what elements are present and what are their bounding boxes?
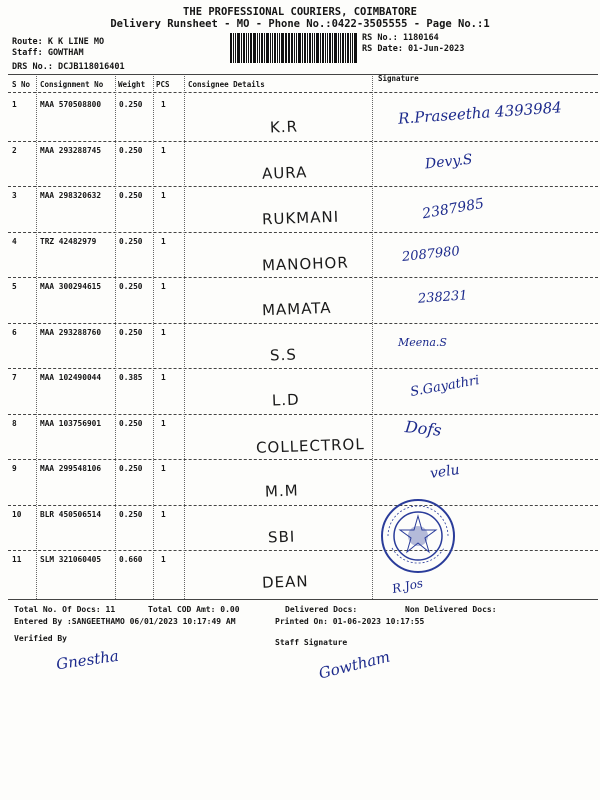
header-rule — [8, 92, 598, 93]
row-sno: 2 — [12, 145, 17, 155]
row-consignee-name: K.R — [269, 117, 299, 137]
row-divider — [8, 505, 598, 506]
row-weight: 0.250 — [119, 418, 143, 428]
seal-stamp-icon — [378, 496, 458, 576]
staff-signature: Gowtham — [316, 647, 392, 683]
row-weight: 0.250 — [119, 509, 143, 519]
row-weight: 0.250 — [119, 282, 143, 291]
staff-signature-label: Staff Signature — [275, 638, 348, 647]
row-weight: 0.250 — [119, 236, 143, 246]
row-consignment-no: MAA 299548106 — [40, 464, 102, 473]
col-divider — [153, 76, 154, 599]
row-consignment-no: SLM 321060405 — [40, 555, 102, 564]
row-receiver-signature: Dofs — [404, 416, 443, 440]
row-consignee-name: L.D — [271, 390, 300, 410]
col-header-pcs: PCS — [156, 80, 170, 89]
row-divider — [8, 550, 598, 551]
row-consignee-name: DEAN — [261, 572, 309, 592]
row-weight: 0.250 — [119, 327, 143, 337]
row-receiver-signature: R.Jos — [390, 575, 425, 597]
col-header-sno: S No — [12, 80, 31, 89]
runsheet-subtitle: Delivery Runsheet - MO - Phone No.:0422-3505555 - Page No.:1 — [110, 18, 490, 30]
row-consignment-no: MAA 103756901 — [40, 418, 102, 428]
row-pcs: 1 — [161, 327, 166, 337]
row-sno: 1 — [12, 100, 17, 109]
row-pcs: 1 — [161, 236, 166, 246]
row-consignee-name: MAMATA — [261, 298, 332, 320]
row-sno: 6 — [12, 327, 17, 337]
row-consignment-no: MAA 570508800 — [40, 100, 102, 109]
staff-label: Staff: GOWTHAM — [12, 48, 84, 58]
row-consignment-no: MAA 293288745 — [40, 145, 102, 155]
row-divider — [8, 232, 598, 233]
rs-date: RS Date: 01-Jun-2023 — [362, 44, 465, 54]
route-label: Route: K K LINE MO — [12, 37, 105, 47]
row-weight: 0.660 — [119, 555, 143, 564]
row-receiver-signature: S.Gayathri — [409, 373, 481, 400]
row-consignment-no: MAA 298320632 — [40, 191, 102, 200]
row-consignee-name: COLLECTROL — [255, 434, 365, 457]
row-receiver-signature: velu — [429, 462, 461, 482]
row-consignee-name: AURA — [261, 162, 308, 183]
row-divider — [8, 186, 598, 187]
total-cod: Total COD Amt: 0.00 — [148, 605, 240, 614]
row-consignment-no: MAA 300294615 — [40, 282, 102, 291]
row-consignment-no: MAA 293288760 — [40, 327, 102, 337]
row-sno: 7 — [12, 373, 17, 382]
footer-rule — [8, 599, 598, 600]
row-sno: 8 — [12, 418, 17, 428]
row-consignee-name: S.S — [269, 345, 298, 364]
entered-by: Entered By :SANGEETHAMO 06/01/2023 10:17:49 AM — [14, 617, 236, 626]
row-pcs: 1 — [161, 418, 166, 428]
row-consignee-name: SBI — [267, 527, 296, 546]
row-sno: 5 — [12, 282, 17, 291]
row-weight: 0.250 — [119, 464, 143, 473]
col-header-weight: Weight — [118, 80, 146, 89]
row-divider — [8, 414, 598, 415]
row-consignment-no: TRZ 42482979 — [40, 236, 97, 246]
col-divider — [36, 76, 37, 599]
col-header-signature: Signature — [378, 74, 419, 83]
col-divider — [372, 76, 373, 599]
row-weight: 0.250 — [119, 191, 143, 200]
row-pcs: 1 — [161, 100, 166, 109]
row-weight: 0.250 — [119, 145, 143, 155]
barcode-icon — [230, 33, 358, 63]
total-docs: Total No. Of Docs: 11 — [14, 605, 116, 614]
row-divider — [8, 323, 598, 324]
row-sno: 10 — [12, 509, 22, 519]
col-divider — [115, 76, 116, 599]
table-top-rule — [8, 74, 598, 75]
row-sno: 3 — [12, 191, 17, 200]
printed-on: Printed On: 01-06-2023 10:17:55 — [275, 617, 425, 626]
row-weight: 0.385 — [119, 373, 143, 382]
row-consignee-name: M.M — [264, 481, 299, 501]
row-divider — [8, 459, 598, 460]
col-divider — [184, 76, 185, 599]
col-header-consignment: Consignment No — [40, 80, 104, 89]
col-header-consignee: Consignee Details — [188, 80, 265, 89]
row-receiver-signature: Devy.S — [424, 151, 474, 172]
row-pcs: 1 — [161, 191, 166, 200]
row-sno: 9 — [12, 464, 17, 473]
delivered-docs: Delivered Docs: — [285, 605, 358, 614]
row-pcs: 1 — [161, 509, 166, 519]
row-divider — [8, 141, 598, 142]
row-consignee-name: MANOHOR — [261, 252, 350, 275]
non-delivered-docs: Non Delivered Docs: — [405, 605, 497, 614]
row-consignee-name: RUKMANI — [261, 207, 340, 229]
row-consignment-no: MAA 102490044 — [40, 373, 102, 382]
row-sno: 11 — [12, 555, 22, 564]
row-receiver-signature: R.Praseetha 4393984 — [397, 98, 563, 128]
row-receiver-signature: 2087980 — [401, 243, 461, 265]
row-receiver-signature: 2387985 — [421, 195, 486, 223]
company-title: THE PROFESSIONAL COURIERS, COIMBATORE — [183, 6, 417, 18]
row-consignment-no: BLR 450506514 — [40, 509, 102, 519]
row-receiver-signature: 238231 — [417, 288, 469, 307]
row-sno: 4 — [12, 236, 17, 246]
row-divider — [8, 277, 598, 278]
verified-by-label: Verified By — [14, 634, 67, 643]
rs-number: RS No.: 1180164 — [362, 33, 439, 43]
row-pcs: 1 — [161, 373, 166, 382]
verified-signature: Gnestha — [55, 646, 120, 674]
row-pcs: 1 — [161, 464, 166, 473]
drs-number: DRS No.: DCJB118016401 — [12, 62, 125, 72]
row-weight: 0.250 — [119, 100, 143, 109]
row-receiver-signature: Meena.S — [398, 335, 447, 349]
row-pcs: 1 — [161, 145, 166, 155]
row-pcs: 1 — [161, 282, 166, 291]
row-pcs: 1 — [161, 555, 166, 564]
row-divider — [8, 368, 598, 369]
